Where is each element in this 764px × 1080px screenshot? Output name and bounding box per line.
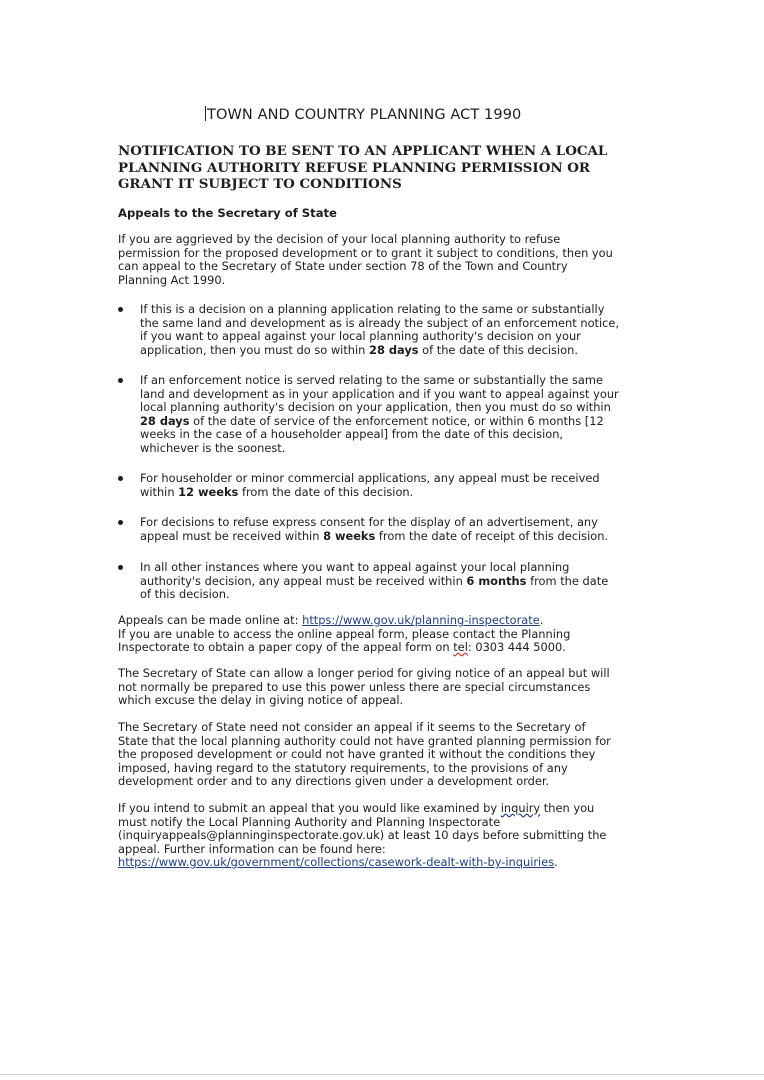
section-heading: Appeals to the Secretary of State bbox=[118, 206, 337, 220]
bullet-dot-icon bbox=[118, 476, 123, 481]
inquiry-paragraph: If you intend to submit an appeal that you would like examined by inquiry then you must notify the Local Planning Authority and Planning Inspectorate (inquiryappeals@planninginspectorate.gov.uk) at least 10 days before submitting the appeal. Further information can be found here: https://www.gov.uk/government/collections/casework-dealt-with-by-inquiries. bbox=[118, 801, 607, 869]
bullet-dot-icon bbox=[118, 307, 123, 312]
bullet-text: If this is a decision on a planning application relating to the same or substantially the same land and development as is already the subject of an enforcement notice, if you want to appeal against your local planning authority's decision on your application, then you must do so within 28 days of the date of this decision. bbox=[140, 302, 620, 357]
planning-inspectorate-link[interactable]: https://www.gov.uk/planning-inspectorate bbox=[302, 613, 540, 627]
bullet-dot-icon bbox=[118, 378, 123, 383]
bullet-text: In all other instances where you want to appeal against your local planning authority's decision, any appeal must be received within 6 months from the date of this decision. bbox=[140, 560, 609, 601]
notice-title: NOTIFICATION TO BE SENT TO AN APPLICANT WHEN A LOCAL PLANNING AUTHORITY REFUSE PLANNING PERMISSION OR GRANT IT SUBJECT TO CONDITIONS bbox=[118, 143, 608, 192]
bullet-text: If an enforcement notice is served relating to the same or substantially the same land and development as in your application and if you want to appeal against your local planning authority's decision on your application, then you must do so within 28 days of the date of service of the enforcement notice, or within 6 months [12 weeks in the case of a householder appeal] from the date of this decision, whichever is the soonest. bbox=[140, 373, 619, 455]
intro-paragraph: If you are aggrieved by the decision of your local planning authority to refuse permission for the proposed development or to grant it subject to conditions, then you can appeal to the Secretary of State under section 78 of the Town and Country Planning Act 1990. bbox=[118, 232, 613, 287]
spellcheck-word: inquiry bbox=[500, 801, 541, 815]
spellcheck-word: tel bbox=[453, 640, 468, 654]
page-edge-divider bbox=[0, 1074, 764, 1075]
inquiries-collection-link[interactable]: https://www.gov.uk/government/collections/casework-dealt-with-by-inquiries bbox=[118, 855, 555, 869]
bullet-dot-icon bbox=[118, 520, 123, 525]
act-title: TOWN AND COUNTRY PLANNING ACT 1990 bbox=[207, 107, 522, 123]
bullet-dot-icon bbox=[118, 565, 123, 570]
bullet-text: For householder or minor commercial applications, any appeal must be received within 12 weeks from the date of this decision. bbox=[140, 471, 600, 499]
online-appeal-paragraph: Appeals can be made online at: https://www.gov.uk/planning-inspectorate. If you are unable to access the online appeal form, please contact the Planning Inspectorate to obtain a paper copy of the appeal form on tel: 0303 444 5000. bbox=[118, 613, 571, 654]
text-cursor bbox=[205, 106, 206, 121]
bullet-text: For decisions to refuse express consent for the display of an advertisement, any appeal must be received within 8 weeks from the date of receipt of this decision. bbox=[140, 515, 609, 543]
need-not-consider-paragraph: The Secretary of State need not consider an appeal if it seems to the Secretary of State that the local planning authority could not have granted planning permission for the proposed development or could not have granted it without the conditions they imposed, having regard to the statutory requirements, to the provisions of any development order and to any directions given under a development order. bbox=[118, 720, 611, 788]
longer-period-paragraph: The Secretary of State can allow a longer period for giving notice of an appeal but will not normally be prepared to use this power unless there are special circumstances which excuse the delay in giving notice of appeal. bbox=[118, 666, 610, 707]
